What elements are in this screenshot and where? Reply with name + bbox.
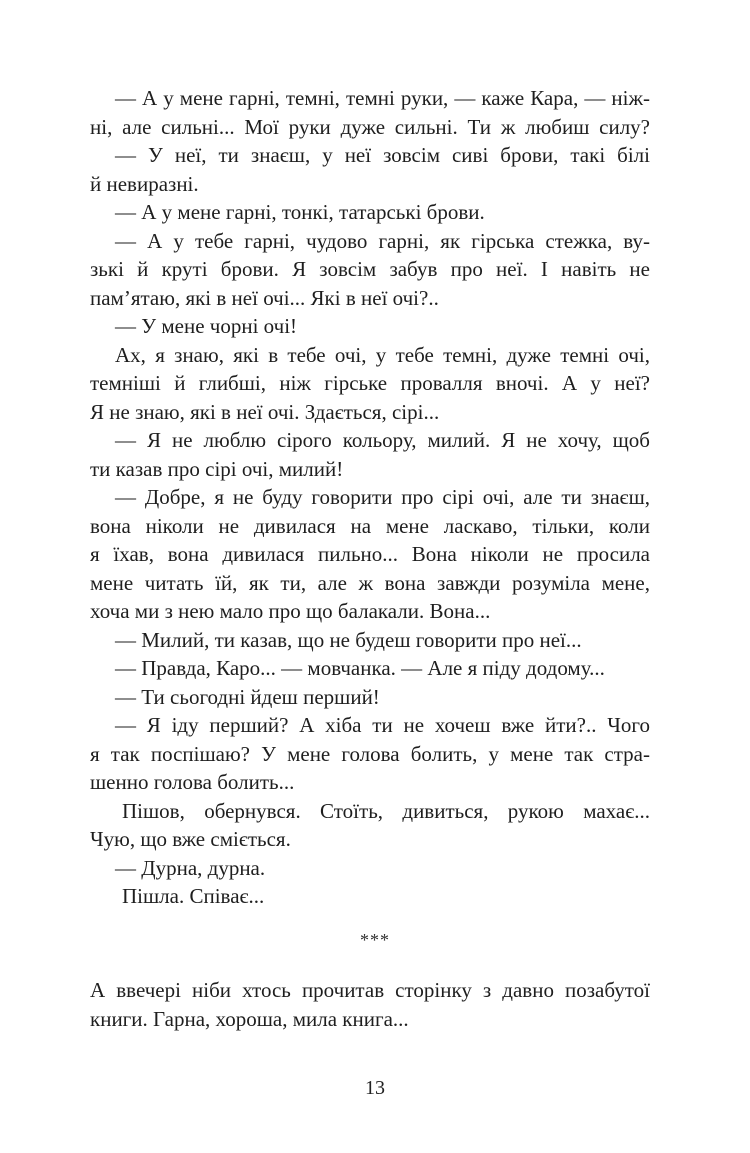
text-line: Я не знаю, які в неї очі. Здається, сірі...	[90, 399, 440, 424]
text-line: я їхав, вона дивилася пильно... Вона ніколи не просила	[90, 542, 650, 566]
text-line: — У неї, ти знаєш, у неї зовсім сиві брови, такі білі	[115, 143, 650, 167]
text-line: вона ніколи не дивилася на мене ласкаво, тільки, коли	[90, 513, 650, 538]
text-line: Пішла. Співає...	[122, 884, 265, 908]
text-line: — Дурна, дурна.	[115, 855, 266, 880]
text-line: — Я не люблю сірого кольору, милий. Я не хочу, щоб	[115, 428, 650, 452]
text-line: А ввечері ніби хтось прочитав сторінку з давно позабутої	[90, 978, 650, 1002]
text-line: Чую, що вже сміється.	[90, 827, 291, 851]
text-line: — Ти сьогодні йдеш перший!	[115, 684, 380, 709]
text-line: — У мене чорні очі!	[115, 314, 298, 338]
text-line: ні, але сильні... Мої руки дуже сильні. Ти ж любиш силу?	[90, 114, 650, 139]
text-line: — А у мене гарні, тонкі, татарські брови.	[115, 200, 485, 224]
text-line: мене читать їй, як ти, але ж вона завжди розуміла мене,	[90, 570, 650, 595]
text-line: я так поспішаю? У мене голова болить, у мене так стра-	[90, 741, 650, 766]
closing-paragraph	[90, 976, 650, 1033]
text-line: шенно голова болить...	[90, 770, 295, 794]
main-text	[90, 84, 650, 911]
text-line: книги. Гарна, хороша, мила книга...	[90, 1006, 409, 1031]
section-separator: ***	[360, 930, 390, 950]
text-line: пам’ятаю, які в неї очі... Які в неї очі?..	[90, 285, 439, 310]
text-line: — Добре, я не буду говорити про сірі очі, але ти знаєш,	[115, 485, 650, 509]
text-line: темніші й глибші, ніж гірське провалля вночі. А у неї?	[90, 371, 650, 395]
text-line: ти казав про сірі очі, милий!	[90, 456, 344, 481]
text-line: й невиразні.	[90, 171, 199, 196]
text-line: хоча ми з нею мало про що балакали. Вона...	[90, 599, 491, 623]
text-line: зькі й круті брови. Я зовсім забув про неї. І навіть не	[90, 257, 650, 281]
text-line: Пішов, обернувся. Стоїть, дивиться, рукою махає...	[122, 798, 650, 823]
text-line: — Правда, Каро... — мовчанка. — Але я піду додому...	[115, 656, 605, 680]
text-line: Ах, я знаю, які в тебе очі, у тебе темні, дуже темні очі,	[115, 342, 650, 367]
text-line: — А у мене гарні, темні, темні руки, — каже Кара, — ніж-	[115, 86, 650, 110]
text-line: — Милий, ти казав, що не будеш говорити про неї...	[115, 627, 582, 652]
text-line: — Я іду перший? А хіба ти не хочеш вже йти?.. Чого	[115, 713, 650, 737]
text-line: — А у тебе гарні, чудово гарні, як гірська стежка, ву-	[115, 228, 650, 253]
page-number: 13	[365, 1077, 385, 1099]
